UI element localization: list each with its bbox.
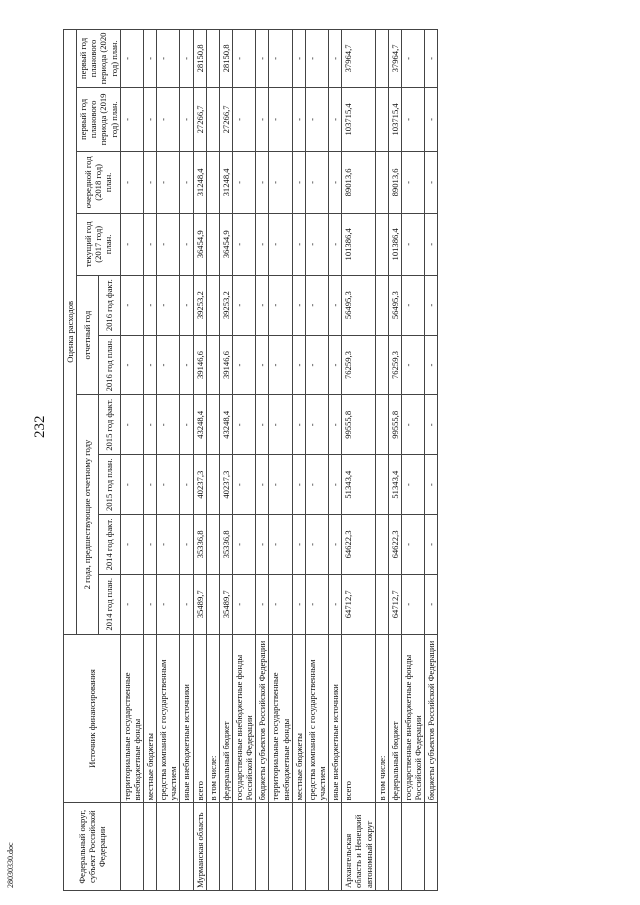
value-cell: 56495,3 — [342, 275, 375, 335]
value-cell: 35336,8 — [193, 515, 206, 575]
value-cell — [206, 87, 219, 151]
source-cell: всего — [342, 634, 375, 803]
value-cell: - — [232, 87, 255, 151]
table-row — [388, 30, 401, 891]
value-cell: 51343,4 — [342, 455, 375, 515]
value-cell: 99555,8 — [388, 395, 401, 455]
value-cell: 64712,7 — [388, 574, 401, 634]
value-cell: - — [401, 87, 424, 151]
region-cell — [206, 803, 219, 891]
value-cell: 31248,4 — [219, 151, 232, 213]
value-cell: - — [180, 335, 193, 395]
value-cell: - — [269, 395, 292, 455]
value-cell: 36454,9 — [219, 213, 232, 275]
source-cell: средства компаний с государственным участием — [157, 634, 180, 803]
value-cell: - — [157, 151, 180, 213]
value-cell: 76259,3 — [388, 335, 401, 395]
value-cell: - — [305, 87, 328, 151]
table-row — [256, 30, 269, 891]
value-cell: - — [256, 335, 269, 395]
source-cell: государственные внебюджетные фонды Российской Федерации — [232, 634, 255, 803]
value-cell — [206, 515, 219, 575]
value-cell: - — [157, 30, 180, 88]
value-cell: - — [256, 574, 269, 634]
page-number: 232 — [32, 415, 48, 438]
value-cell: - — [292, 515, 305, 575]
value-cell: - — [269, 87, 292, 151]
footer-code: 28030330.doc — [6, 842, 15, 888]
value-cell: 36454,9 — [193, 213, 206, 275]
value-cell: 28150,8 — [193, 30, 206, 88]
expenses-table — [63, 29, 438, 891]
value-cell: - — [232, 515, 255, 575]
value-cell — [206, 574, 219, 634]
value-cell: 89013,6 — [388, 151, 401, 213]
value-cell: - — [180, 395, 193, 455]
value-cell: - — [425, 574, 438, 634]
header-estimate: Оценка расходов — [64, 30, 77, 635]
value-cell: - — [143, 275, 156, 335]
value-cell: - — [120, 275, 143, 335]
region-cell — [292, 803, 305, 891]
value-cell: 28150,8 — [219, 30, 232, 88]
table-row — [329, 30, 342, 891]
value-cell: - — [120, 213, 143, 275]
value-cell: 64622,3 — [388, 515, 401, 575]
value-cell: - — [180, 515, 193, 575]
value-cell: - — [232, 335, 255, 395]
region-cell — [375, 803, 388, 891]
table-row — [219, 30, 232, 891]
value-cell: - — [401, 574, 424, 634]
value-cell: - — [256, 395, 269, 455]
value-cell: - — [232, 30, 255, 88]
value-cell: - — [143, 335, 156, 395]
region-cell — [120, 803, 143, 891]
value-cell: - — [425, 213, 438, 275]
value-cell: 39253,2 — [219, 275, 232, 335]
header-two-years: 2 года, предшествующие отчетному году — [77, 395, 99, 634]
table-row — [180, 30, 193, 891]
value-cell: - — [157, 87, 180, 151]
value-cell: - — [305, 275, 328, 335]
value-cell: - — [157, 395, 180, 455]
source-cell: местные бюджеты — [143, 634, 156, 803]
value-cell: - — [329, 30, 342, 88]
value-cell: - — [292, 574, 305, 634]
value-cell: - — [143, 455, 156, 515]
value-cell: 51343,4 — [388, 455, 401, 515]
value-cell: 37964,7 — [388, 30, 401, 88]
region-cell — [256, 803, 269, 891]
value-cell: - — [180, 275, 193, 335]
value-cell: - — [120, 515, 143, 575]
value-cell: - — [401, 515, 424, 575]
table-row — [157, 30, 180, 891]
value-cell: - — [305, 455, 328, 515]
value-cell: 103715,4 — [342, 87, 375, 151]
value-cell: - — [143, 30, 156, 88]
value-cell: - — [269, 275, 292, 335]
region-cell — [180, 803, 193, 891]
value-cell: - — [180, 574, 193, 634]
value-cell: - — [232, 574, 255, 634]
value-cell: 27266,7 — [219, 87, 232, 151]
value-cell: - — [401, 151, 424, 213]
value-cell: - — [425, 395, 438, 455]
table-row — [120, 30, 143, 891]
value-cell: - — [292, 87, 305, 151]
value-cell: - — [256, 151, 269, 213]
region-cell — [269, 803, 292, 891]
value-cell: - — [256, 213, 269, 275]
value-cell: - — [305, 213, 328, 275]
value-cell — [206, 395, 219, 455]
value-cell — [375, 213, 388, 275]
value-cell: - — [292, 151, 305, 213]
table-row — [342, 30, 375, 891]
value-cell: - — [180, 213, 193, 275]
source-cell: территориальные государственные внебюджетные фонды — [120, 634, 143, 803]
region-cell — [329, 803, 342, 891]
value-cell — [375, 335, 388, 395]
source-cell: бюджеты субъектов Российской Федерации — [425, 634, 438, 803]
source-cell: бюджеты субъектов Российской Федерации — [256, 634, 269, 803]
value-cell: - — [256, 515, 269, 575]
value-cell: - — [157, 515, 180, 575]
region-cell — [157, 803, 180, 891]
value-cell: 37964,7 — [342, 30, 375, 88]
value-cell: - — [232, 455, 255, 515]
table-row — [206, 30, 219, 891]
header-2019: первый год планового периода (2019 год) план. — [77, 87, 121, 151]
source-cell: территориальные государственные внебюджетные фонды — [269, 634, 292, 803]
value-cell — [375, 455, 388, 515]
value-cell: 40237,3 — [193, 455, 206, 515]
header-source: Источник финансирования — [64, 634, 121, 803]
table-body — [120, 30, 438, 891]
value-cell: - — [329, 151, 342, 213]
value-cell: - — [180, 151, 193, 213]
region-cell — [232, 803, 255, 891]
value-cell: - — [329, 455, 342, 515]
table-row — [401, 30, 424, 891]
value-cell: - — [157, 455, 180, 515]
value-cell: - — [269, 213, 292, 275]
value-cell: - — [232, 151, 255, 213]
table-row — [305, 30, 328, 891]
value-cell: 35336,8 — [219, 515, 232, 575]
value-cell: - — [425, 455, 438, 515]
header-2016-fact: 2016 год факт. — [98, 275, 120, 335]
source-cell: всего — [193, 634, 206, 803]
value-cell: - — [292, 213, 305, 275]
value-cell — [375, 275, 388, 335]
value-cell: - — [329, 275, 342, 335]
region-cell — [305, 803, 328, 891]
value-cell: - — [401, 213, 424, 275]
header-2016-plan: 2016 год план. — [98, 335, 120, 395]
value-cell: - — [157, 275, 180, 335]
value-cell — [375, 87, 388, 151]
value-cell: - — [120, 335, 143, 395]
value-cell: - — [232, 213, 255, 275]
source-cell: федеральный бюджет — [219, 634, 232, 803]
value-cell: - — [329, 515, 342, 575]
value-cell: - — [305, 515, 328, 575]
value-cell: - — [305, 574, 328, 634]
value-cell: - — [269, 455, 292, 515]
value-cell: - — [120, 30, 143, 88]
value-cell: 101386,4 — [388, 213, 401, 275]
value-cell: - — [292, 275, 305, 335]
value-cell — [375, 30, 388, 88]
value-cell: - — [329, 87, 342, 151]
header-2014-fact: 2014 год факт. — [98, 515, 120, 575]
value-cell: - — [425, 275, 438, 335]
value-cell: 76259,3 — [342, 335, 375, 395]
value-cell: - — [425, 87, 438, 151]
value-cell: - — [401, 275, 424, 335]
value-cell: - — [305, 395, 328, 455]
value-cell: - — [157, 335, 180, 395]
value-cell: 101386,4 — [342, 213, 375, 275]
source-cell: государственные внебюджетные фонды Российской Федерации — [401, 634, 424, 803]
table-row — [425, 30, 438, 891]
value-cell: 27266,7 — [193, 87, 206, 151]
value-cell: - — [269, 335, 292, 395]
header-2014-plan: 2014 год план. — [98, 574, 120, 634]
source-cell: иные внебюджетные источники — [180, 634, 193, 803]
region-cell — [425, 803, 438, 891]
value-cell: - — [425, 151, 438, 213]
table-row — [193, 30, 206, 891]
value-cell: - — [401, 30, 424, 88]
rotated-table-wrapper — [63, 29, 593, 891]
source-cell: местные бюджеты — [292, 634, 305, 803]
value-cell — [206, 213, 219, 275]
value-cell: - — [120, 455, 143, 515]
value-cell: - — [329, 335, 342, 395]
value-cell: - — [120, 151, 143, 213]
value-cell: - — [329, 213, 342, 275]
value-cell: - — [180, 87, 193, 151]
value-cell: - — [256, 275, 269, 335]
value-cell: - — [329, 574, 342, 634]
value-cell: 40237,3 — [219, 455, 232, 515]
value-cell: - — [305, 30, 328, 88]
value-cell: - — [143, 213, 156, 275]
value-cell: 39146,6 — [219, 335, 232, 395]
value-cell: 39146,6 — [193, 335, 206, 395]
value-cell: 56495,3 — [388, 275, 401, 335]
value-cell: - — [256, 455, 269, 515]
value-cell: - — [180, 455, 193, 515]
source-cell: иные внебюджетные источники — [329, 634, 342, 803]
table-row — [375, 30, 388, 891]
header-2020: первый год планового периода (2020 год) план. — [77, 30, 121, 88]
value-cell — [206, 455, 219, 515]
value-cell — [375, 574, 388, 634]
value-cell — [375, 395, 388, 455]
value-cell: - — [401, 455, 424, 515]
value-cell: - — [292, 335, 305, 395]
region-cell: Архангельская область и Ненецкий автономный округ — [342, 803, 375, 891]
value-cell: 35489,7 — [193, 574, 206, 634]
value-cell: - — [143, 395, 156, 455]
value-cell: 39253,2 — [193, 275, 206, 335]
region-cell — [219, 803, 232, 891]
value-cell: - — [256, 87, 269, 151]
region-cell — [143, 803, 156, 891]
value-cell: - — [269, 574, 292, 634]
source-cell: в том числе: — [206, 634, 219, 803]
value-cell: 35489,7 — [219, 574, 232, 634]
value-cell: - — [269, 151, 292, 213]
value-cell: - — [256, 30, 269, 88]
source-cell: федеральный бюджет — [388, 634, 401, 803]
value-cell: 31248,4 — [193, 151, 206, 213]
value-cell: - — [292, 395, 305, 455]
value-cell: - — [329, 395, 342, 455]
table-row — [269, 30, 292, 891]
table-row — [143, 30, 156, 891]
value-cell — [206, 30, 219, 88]
value-cell: 43248,4 — [193, 395, 206, 455]
value-cell: - — [269, 30, 292, 88]
value-cell: - — [292, 455, 305, 515]
value-cell: - — [401, 395, 424, 455]
table-row — [232, 30, 255, 891]
value-cell — [206, 335, 219, 395]
region-cell: Мурманская область — [193, 803, 206, 891]
value-cell: - — [120, 87, 143, 151]
value-cell: - — [232, 275, 255, 335]
value-cell: - — [143, 151, 156, 213]
value-cell — [375, 515, 388, 575]
value-cell: 103715,4 — [388, 87, 401, 151]
value-cell: - — [305, 151, 328, 213]
source-cell: в том числе: — [375, 634, 388, 803]
value-cell: 64712,7 — [342, 574, 375, 634]
value-cell: 89013,6 — [342, 151, 375, 213]
value-cell: - — [120, 395, 143, 455]
value-cell: - — [269, 515, 292, 575]
value-cell: - — [180, 30, 193, 88]
value-cell: - — [157, 213, 180, 275]
value-cell: - — [305, 335, 328, 395]
value-cell: - — [292, 30, 305, 88]
value-cell: - — [143, 574, 156, 634]
value-cell: - — [401, 335, 424, 395]
value-cell — [206, 151, 219, 213]
source-cell: средства компаний с государственным участием — [305, 634, 328, 803]
value-cell: - — [143, 515, 156, 575]
header-region: Федеральный округ, субъект Российской Федерации — [64, 803, 121, 891]
value-cell: - — [157, 574, 180, 634]
header-report-year: отчетный год — [77, 275, 99, 395]
value-cell — [206, 275, 219, 335]
header-2015-fact: 2015 год факт. — [98, 395, 120, 455]
value-cell: - — [120, 574, 143, 634]
value-cell: - — [425, 335, 438, 395]
region-cell — [401, 803, 424, 891]
value-cell: - — [425, 30, 438, 88]
value-cell: - — [232, 395, 255, 455]
value-cell: - — [143, 87, 156, 151]
table-row — [292, 30, 305, 891]
value-cell: 64622,3 — [342, 515, 375, 575]
header-2015-plan: 2015 год план. — [98, 455, 120, 515]
header-2018: очередной год (2018 год) план. — [77, 151, 121, 213]
value-cell: 99555,8 — [342, 395, 375, 455]
value-cell — [375, 151, 388, 213]
region-cell — [388, 803, 401, 891]
value-cell: 43248,4 — [219, 395, 232, 455]
header-2017: текущий год (2017 год) план. — [77, 213, 121, 275]
value-cell: - — [425, 515, 438, 575]
